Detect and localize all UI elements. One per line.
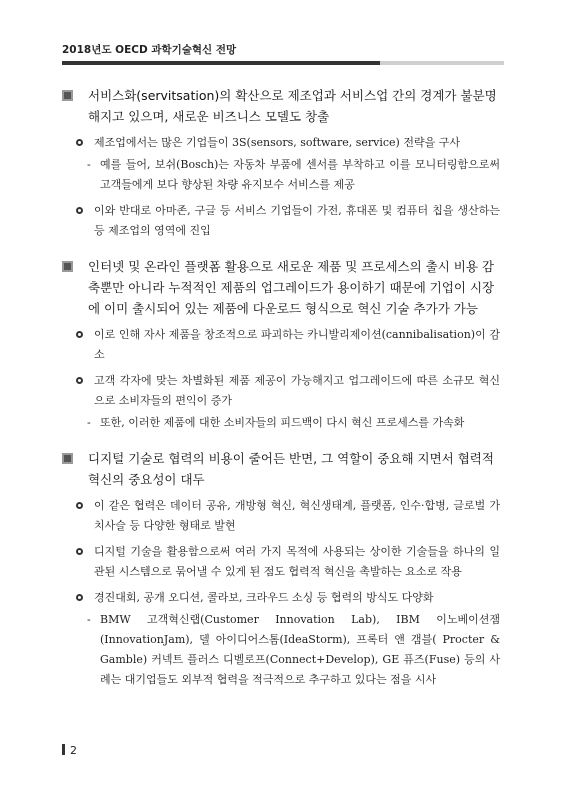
square-bullet-icon bbox=[62, 261, 73, 272]
page-number: 2 bbox=[70, 744, 77, 757]
bullet-text: 이로 인해 자사 제품을 창조적으로 파괴하는 카니발리제이션(cannibalisation)이 감소 bbox=[94, 328, 500, 361]
square-bullet-icon bbox=[62, 453, 73, 464]
bullet-text: 디지털 기술을 활용함으로써 여러 가지 목적에 사용되는 상이한 기술들을 하나의 일관된 시스템으로 묶어낼 수 있게 된 점도 협력적 혁신을 촉발하는 요소로 작용 bbox=[94, 545, 500, 578]
dash-bullet-icon: - bbox=[87, 613, 91, 626]
dash-bullet-icon: - bbox=[87, 416, 91, 429]
bullet-item bbox=[62, 542, 500, 582]
circle-bullet-icon bbox=[76, 594, 83, 601]
bullet-text: 이와 반대로 아마존, 구글 등 서비스 기업들이 가전, 휴대폰 및 컴퓨터 칩을 생산하는 등 제조업의 영역에 진입 bbox=[94, 204, 500, 237]
circle-bullet-icon bbox=[76, 331, 83, 338]
bullet-item bbox=[62, 496, 500, 536]
circle-bullet-icon bbox=[76, 207, 83, 214]
sub-item bbox=[62, 413, 500, 433]
section-2 bbox=[62, 256, 500, 433]
section-1 bbox=[62, 85, 500, 241]
page-body bbox=[62, 85, 500, 705]
sub-item-text: 또한, 이러한 제품에 대한 소비자들의 피드백이 다시 혁신 프로세스를 가속화 bbox=[100, 416, 465, 429]
sub-item bbox=[62, 610, 500, 690]
bullet-item bbox=[62, 133, 500, 153]
bullet-text: 이 같은 협력은 데이터 공유, 개방형 혁신, 혁신생태계, 플랫폼, 인수·합병, 글로벌 가치사슬 등 다양한 형태로 발현 bbox=[94, 499, 500, 532]
circle-bullet-icon bbox=[76, 377, 83, 384]
bullet-item bbox=[62, 588, 500, 608]
bullet-item bbox=[62, 201, 500, 241]
section-heading bbox=[62, 256, 500, 319]
circle-bullet-icon bbox=[76, 548, 83, 555]
running-header: 2018년도 OECD 과학기술혁신 전망 bbox=[62, 44, 237, 56]
bullet-text: 고객 각자에 맞는 차별화된 제품 제공이 가능해지고 업그레이드에 따른 소규모 혁신으로 소비자들의 편익이 증가 bbox=[94, 374, 500, 407]
section-heading-text: 인터넷 및 온라인 플랫폼 활용으로 새로운 제품 및 프로세스의 출시 비용 감축뿐만 아니라 누적적인 제품의 업그레이드가 용이하기 때문에 기업이 시장에 이미 출시되어 있는 제품에 다운로드 형식으로 혁신 기술 추가가 가능 bbox=[88, 259, 495, 316]
sub-item-text: BMW 고객혁신랩(Customer Innovation Lab), IBM 이노베이션잼(InnovationJam), 델 아이디어스톰(IdeaStorm), 프록터 앤 갬블( Procter & Gamble) 커넥트 플러스 디벨로프(Connect+Develop), GE 퓨즈(Fuse) 등의 사례는 대기업들도 외부적 협력을 적극적으로 추구하고 있다는 점을 시사 bbox=[100, 613, 500, 686]
dash-bullet-icon: - bbox=[87, 158, 91, 171]
sub-item-text: 예를 들어, 보쉬(Bosch)는 자동차 부품에 센서를 부착하고 이를 모니터링함으로써 고객들에게 보다 향상된 차량 유지보수 서비스를 제공 bbox=[100, 158, 500, 191]
section-3 bbox=[62, 448, 500, 690]
bullet-item bbox=[62, 371, 500, 411]
sub-item bbox=[62, 155, 500, 195]
footer-bar-icon bbox=[62, 744, 65, 755]
circle-bullet-icon bbox=[76, 502, 83, 509]
section-heading bbox=[62, 85, 500, 127]
bullet-text: 경진대회, 공개 오디션, 콜라보, 크라우드 소싱 등 협력의 방식도 다양화 bbox=[94, 591, 434, 604]
header-rule bbox=[62, 61, 504, 65]
section-heading-text: 디지털 기술로 협력의 비용이 줄어든 반면, 그 역할이 중요해 지면서 협력적 혁신의 중요성이 대두 bbox=[88, 451, 494, 487]
section-heading bbox=[62, 448, 500, 490]
page-footer bbox=[62, 744, 77, 757]
circle-bullet-icon bbox=[76, 139, 83, 146]
bullet-text: 제조업에서는 많은 기업들이 3S(sensors, software, service) 전략을 구사 bbox=[94, 136, 460, 149]
bullet-item bbox=[62, 325, 500, 365]
section-heading-text: 서비스화(servitsation)의 확산으로 제조업과 서비스업 간의 경계가 불분명해지고 있으며, 새로운 비즈니스 모델도 창출 bbox=[88, 88, 497, 124]
square-bullet-icon bbox=[62, 90, 73, 101]
